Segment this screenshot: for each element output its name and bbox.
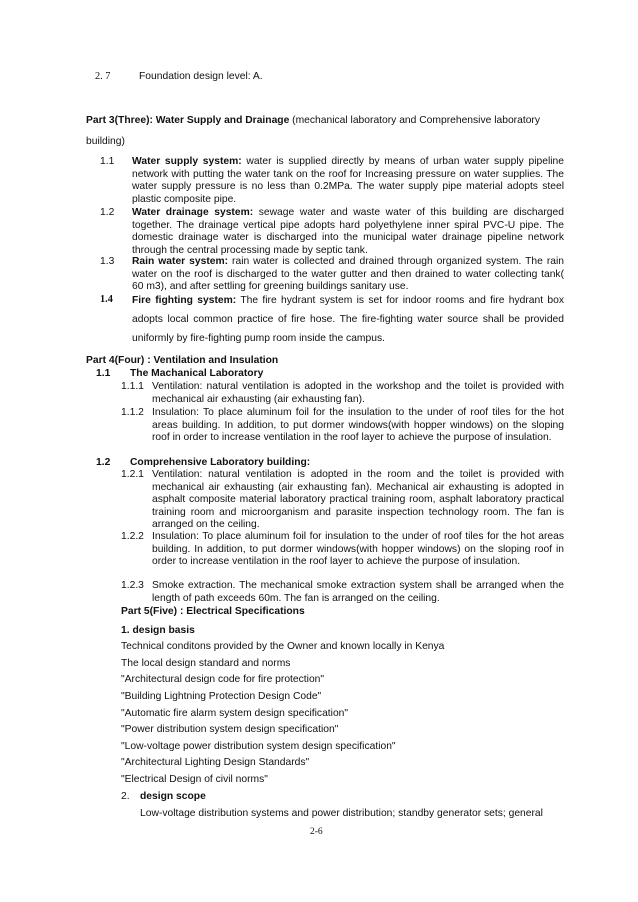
- item-number: 1.2.3: [121, 580, 144, 591]
- item-head: Water supply system:: [132, 156, 242, 167]
- subsection-title: 1. design basis: [121, 625, 195, 636]
- item-number: 1.3: [100, 256, 115, 267]
- section-title: The Machanical Laboratory: [130, 368, 264, 379]
- section-number: 2. 7: [95, 71, 111, 82]
- item-body: The fire hydrant system is set for indoor rooms and fire hydrant box adopts local common practice of fire hose. The fire-fighting water source shall be provided uniformly by fire-fighting pump room inside the campus.: [132, 295, 565, 344]
- list-item: [132, 256, 564, 294]
- list-item: [132, 156, 564, 206]
- part3-subtitle-cont: building): [86, 136, 125, 147]
- basis-line: "Automatic fire alarm system design specification": [121, 708, 349, 719]
- basis-line: "Low-voltage power distribution system design specification": [121, 741, 396, 752]
- basis-line: "Architectural Lighting Design Standards": [121, 757, 310, 768]
- item-number: 1.4: [100, 294, 113, 305]
- item-number: 1.2.2: [121, 531, 144, 542]
- item-body: rain water is collected and drained through organized system. The rain water on the roof is discharged to the water gutter and then drained to water collecting tank( 60 m3), and after settling for greening buildings sanitary use.: [132, 256, 564, 293]
- item-number: 1.2.1: [121, 469, 144, 480]
- section-number: 2.: [121, 791, 130, 802]
- part4-title: Part 4(Four) : Ventilation and Insulation: [86, 355, 279, 366]
- part3-subtitle: (mechanical laboratory and Comprehensive laboratory: [289, 115, 540, 126]
- basis-line: "Power distribution system design specification": [121, 724, 339, 735]
- section-title: Comprehensive Laboratory building:: [130, 457, 311, 468]
- basis-line: The local design standard and norms: [121, 658, 291, 669]
- section-text: Foundation design level: A.: [139, 71, 263, 82]
- item-head: Water drainage system:: [132, 207, 254, 218]
- part5-title: Part 5(Five) : Electrical Specifications: [121, 606, 305, 617]
- basis-line: Technical conditons provided by the Owner and known locally in Kenya: [121, 641, 445, 652]
- list-item: Smoke extraction. The mechanical smoke extraction system shall be arranged when the length of path exceeds 60m. The fan is arranged on the ceiling.: [152, 580, 564, 604]
- item-number: 1.1: [100, 156, 115, 167]
- item-number: 1.1.1: [121, 381, 144, 392]
- item-body: water is supplied directly by means of urban water supply pipeline network with putting the water tank on the roof for Increasing pressure on water supplies. The water supply pressure is no less than 0.2MPa. The water supply pipe material adopts steel plastic composite pipe.: [132, 156, 564, 205]
- subsection-title: design scope: [140, 791, 206, 802]
- item-number: 1.1.2: [121, 407, 144, 418]
- list-item: [132, 207, 564, 257]
- list-item: Ventilation: natural ventilation is adopted in the workshop and the toilet is provided with mechanical air exhausting (air exhausting fan).: [152, 381, 564, 405]
- item-number: 1.2: [100, 207, 115, 218]
- part3-heading: [86, 110, 561, 152]
- page-number: 2-6: [310, 827, 323, 837]
- list-item: Ventilation: natural ventilation is adopted in the room and the toilet is provided with mechanical air exhausting (air exhausting fan). Mechanical air exhausting is adopted in asphalt composite material laboratory practical training room, asphalt laboratory practical training room and microorganism and parasite inspection technology room. The fan is arranged on the ceiling.: [152, 469, 564, 531]
- scope-text: Low-voltage distribution systems and power distribution; standby generator sets; general: [140, 808, 543, 819]
- part3-title: Part 3(Three): Water Supply and Drainage: [86, 115, 290, 126]
- basis-line: "Building Lightning Protection Design Code": [121, 691, 322, 702]
- item-head: Fire fighting system:: [132, 295, 237, 306]
- basis-line: "Electrical Design of civil norms": [121, 774, 268, 785]
- list-item: Insulation: To place aluminum foil for the insulation to the under of roof tiles for the hot areas building. In addition, to put dormer windows(with hopper windows) on the sloping roof in order to increase ventilation in the roof layer to achieve the purpose of insulation.: [152, 407, 564, 444]
- list-item: Insulation: To place aluminum foil for insulation to the under of roof tiles for the hot areas building. In addition, to put dormer windows(with hopper windows) on the sloping roof in order to increase ventilation in the roof layer to achieve the purpose of insulation.: [152, 531, 564, 568]
- section-number: 1.2: [96, 457, 111, 468]
- item-head: Rain water system:: [132, 256, 229, 267]
- basis-line: "Architectural design code for fire protection": [121, 674, 325, 685]
- section-number: 1.1: [96, 368, 111, 379]
- list-item: [132, 291, 564, 348]
- item-body: sewage water and waste water of this building are discharged together. The drainage vertical pipe adopts hard polyethylene inner spiral PVC-U pipe. The domestic drainage water is discharged into the municipal water drainage pipeline network through the central processing made by septic tank.: [132, 207, 564, 256]
